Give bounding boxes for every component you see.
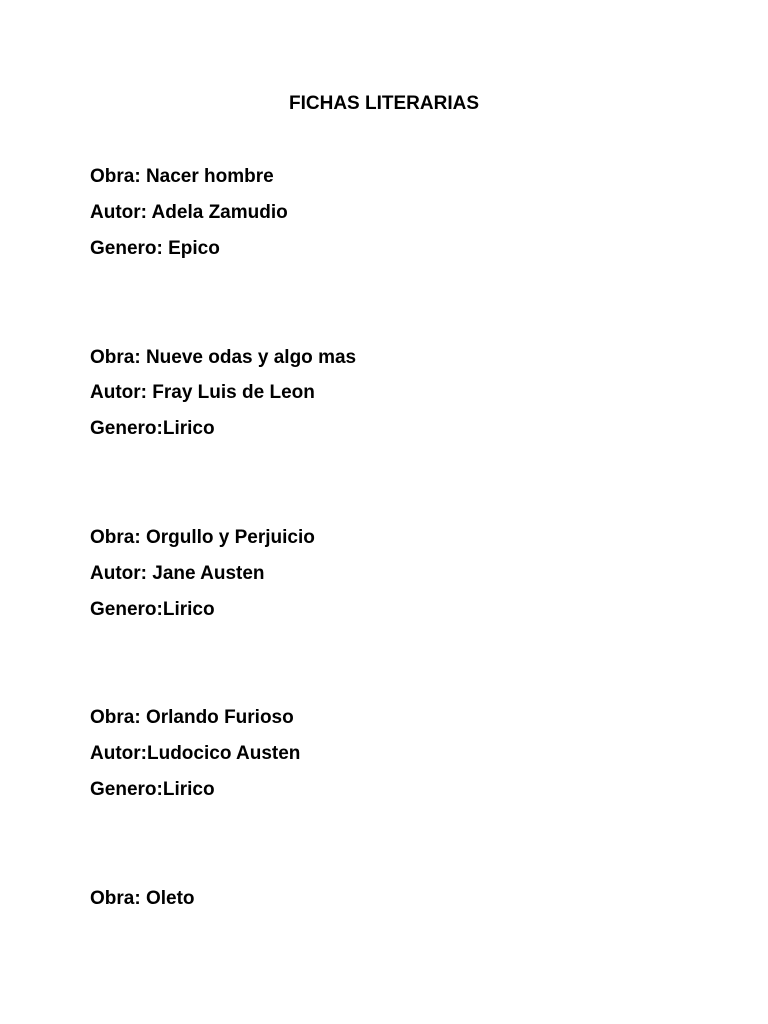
entry-1-genero: Genero: Epico <box>90 238 220 259</box>
entry-2-autor: Autor: Fray Luis de Leon <box>90 382 315 403</box>
entry-3-genero: Genero:Lirico <box>90 599 215 620</box>
entry-3-obra: Obra: Orgullo y Perjuicio <box>90 527 315 548</box>
entry-1-obra: Obra: Nacer hombre <box>90 166 274 187</box>
entry-5-obra: Obra: Oleto <box>90 888 195 909</box>
entry-4-genero: Genero:Lirico <box>90 779 215 800</box>
entry-3-autor: Autor: Jane Austen <box>90 563 265 584</box>
entry-4-obra: Obra: Orlando Furioso <box>90 707 294 728</box>
entry-2-genero: Genero:Lirico <box>90 418 215 439</box>
entry-4-autor: Autor:Ludocico Austen <box>90 743 301 764</box>
entry-1-autor: Autor: Adela Zamudio <box>90 202 288 223</box>
document-title: FICHAS LITERARIAS <box>289 93 479 114</box>
entry-2-obra: Obra: Nueve odas y algo mas <box>90 347 357 368</box>
